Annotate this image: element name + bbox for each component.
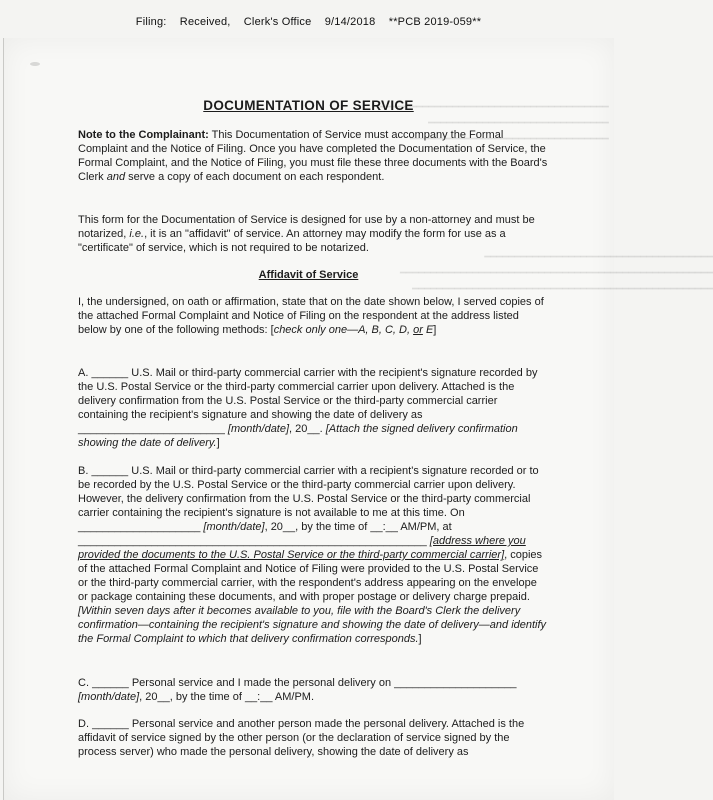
note-to-complainant: [78, 128, 548, 184]
method-a-attach: [Attach the signed delivery confirmation showing the date of delivery.: [78, 423, 518, 449]
stamp-filing: Filing:: [135, 16, 167, 28]
note-label: Note to the Complainant:: [78, 129, 209, 141]
method-c: [78, 676, 548, 704]
note-body: This Documentation of Service must accompany the Formal Complaint and the Notice of Filing. Once you have completed the Documentation of Service, the Formal Complaint, and the Notice of Filing, you must file these three documents with the Board's Clerk: [78, 129, 548, 183]
form-intro-ie: i.e.: [129, 228, 145, 240]
method-b-letter: B.: [78, 465, 89, 477]
method-d: [78, 717, 548, 759]
form-intro-paragraph: [78, 213, 548, 255]
oath-text: I, the undersigned, on oath or affirmation, state that on the date shown below, I served copies of the attached Formal Complaint and Notice of Filing on the respondent at the address listed below by one of the following methods: [: [78, 296, 544, 336]
method-c-month-date: [month/date]: [78, 691, 140, 703]
punch-mark: [30, 62, 40, 66]
form-intro-part1: This form for the Documentation of Service is designed for use by a non-attorney and must be notarized,: [78, 214, 535, 240]
oath-e: E: [425, 324, 434, 336]
method-a: [78, 366, 548, 450]
method-b-address-blank[interactable]: _________________________________________________________: [78, 535, 427, 547]
method-a-date-blank[interactable]: ________________________: [78, 423, 225, 435]
stamp-date: 9/14/2018: [324, 16, 376, 28]
method-b-check-blank[interactable]: ______: [91, 465, 129, 477]
oath-close: ]: [433, 324, 437, 336]
method-c-date-blank[interactable]: ____________________: [394, 677, 517, 689]
oath-check-instruction: check only one—A, B, C, D,: [273, 324, 411, 336]
method-b-close: ]: [418, 633, 422, 645]
method-a-year: , 20__.: [289, 423, 323, 435]
method-c-year-time: , 20__, by the time of __:__ AM/PM.: [139, 691, 315, 703]
method-a-text: U.S. Mail or third-party commercial carrier with the recipient's signature recorded by the U.S. Postal Service or the third-party commercial carrier upon delivery. Attached is the delivery confirmation from the U.S. Postal Service or the third-party commercial carrier containing the recipient's signature and showing the date of delivery as: [78, 367, 538, 421]
method-d-check-blank[interactable]: ______: [92, 718, 129, 730]
method-b-address-instruction: [address where you provided the documents to the U.S. Postal Service or the third-party commercial carrier]: [78, 535, 526, 561]
method-b-within: [Within seven days after it becomes available to you, file with the Board's Clerk the delivery confirmation—containing the recipient's signature and showing the date of delivery—and identify the Formal Complaint to which that delivery confirmation corresponds.: [78, 605, 547, 645]
bleed-through-artifact: ━━━━━━━━━━━━━━━━━━━━━━━━━━━━━━━━━━━━━━ ━━━━━━━━━━━━━━━━━━━━━━━━━━━━━━ ━━━━━━━━━━━━━━━━━━━━━━━━━━━━━━━━━: [380, 102, 609, 145]
oath-paragraph: [78, 295, 548, 337]
method-c-check-blank[interactable]: ______: [92, 677, 129, 689]
method-a-month-date: [month/date]: [227, 423, 290, 435]
method-b-text: U.S. Mail or third-party commercial carrier with a recipient's signature recorded or to be recorded by the U.S. Postal Service or the third-party commercial carrier upon delivery. However, the delivery confirmation from the U.S. Postal Service or the third-party commercial carrier containing the recipient's signature is not available to me at this time. On: [78, 465, 539, 519]
note-tail: serve a copy of each document on each respondent.: [128, 171, 385, 183]
method-d-text: Personal service and another person made the personal delivery. Attached is the affidavit of service signed by the other person (or the declaration of service signed by the process server) who made the personal delivery, showing the date of delivery as: [78, 718, 525, 758]
method-c-text: Personal service and I made the personal delivery on: [131, 677, 392, 689]
filing-stamp: [0, 16, 617, 28]
method-b: [78, 464, 548, 646]
method-a-check-blank[interactable]: ______: [91, 367, 129, 379]
stamp-received: Received,: [179, 16, 231, 28]
form-intro-part2: , it is an "affidavit" of service. An attorney may modify the form for use as a "certificate" of service, which is not required to be notarized.: [78, 228, 506, 254]
method-d-letter: D.: [78, 718, 89, 730]
method-b-ampm: AM/PM, at: [400, 521, 452, 533]
method-b-date-blank[interactable]: ____________________: [78, 521, 201, 533]
method-b-month-date: [month/date]: [203, 521, 265, 533]
oath-or: or: [413, 324, 423, 336]
note-and: and: [106, 171, 126, 183]
method-a-letter: A.: [78, 367, 89, 379]
method-b-year-time: , 20__, by the time of __:__: [264, 521, 398, 533]
stamp-case-number: **PCB 2019-059**: [388, 16, 482, 28]
method-c-letter: C.: [78, 677, 89, 689]
bleed-through-artifact: ━━━━━━━━━━━━━━━━━━━━━━━━━━━━━━━━━━━━━━ ━━━━━━━━━━━━━━━━━━━━━━━━━━━━━━━━━━━━━━━━━━━━━━━━━━━━ ━━━━━━━━━━━━━━━━━━━━━━━━━━━━━━━━━━━━━━━━━━━━━━━━━━: [400, 252, 713, 295]
method-a-close: ]: [216, 437, 220, 449]
affidavit-heading: Affidavit of Service: [258, 269, 359, 281]
stamp-office: Clerk's Office: [243, 16, 312, 28]
page-title: DOCUMENTATION OF SERVICE: [203, 98, 414, 113]
method-b-text2: , copies of the attached Formal Complaint and Notice of Filing were provided to the U.S. Postal Service or the third-party commercial carrier, with the respondent's address appearing on the envelope or package containing these documents, and with proper postage or delivery charge prepaid.: [78, 549, 543, 603]
